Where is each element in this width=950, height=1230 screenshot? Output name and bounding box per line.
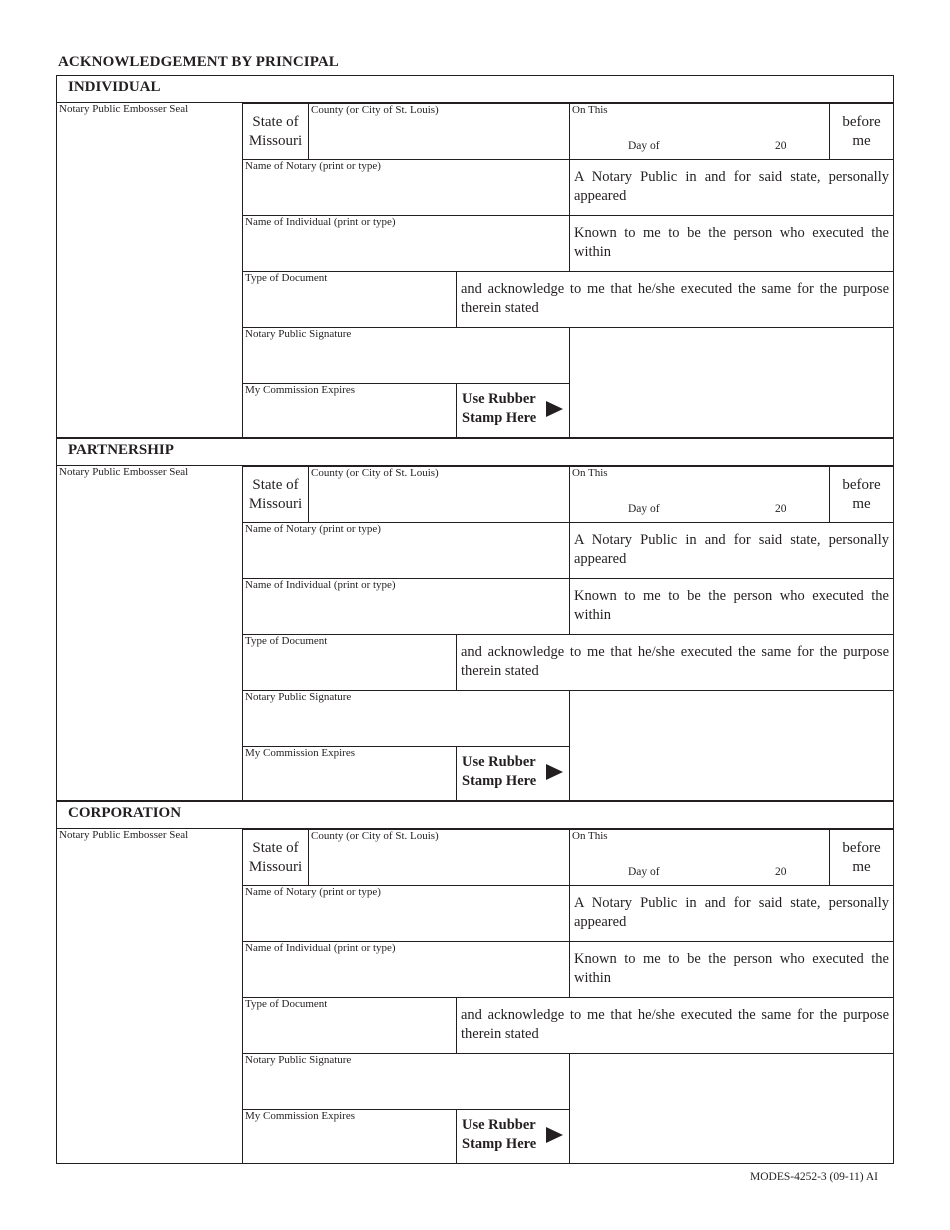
individual-name-field[interactable] — [242, 215, 569, 271]
on-this-label: On This — [572, 830, 608, 842]
before-me-text: before me — [842, 839, 881, 875]
signature-label: Notary Public Signature — [245, 1054, 352, 1066]
section-heading: CORPORATION — [68, 805, 182, 821]
section-header — [57, 439, 893, 466]
arrow-right-icon — [546, 401, 563, 417]
state-cell — [242, 466, 308, 522]
arrow-right-icon — [546, 1127, 563, 1143]
county-label: County (or City of St. Louis) — [311, 104, 439, 116]
county-field[interactable] — [308, 103, 569, 159]
section-header — [57, 76, 893, 103]
stamp-line-1: Use Rubber — [462, 754, 536, 770]
state-name: Missouri — [248, 858, 303, 875]
rubber-stamp-area[interactable] — [569, 690, 893, 801]
county-label: County (or City of St. Louis) — [311, 467, 439, 479]
known-statement: Known to me to be the person who executed the within — [574, 588, 889, 623]
commission-label: My Commission Expires — [245, 747, 356, 759]
rubber-stamp-area[interactable] — [569, 1053, 893, 1164]
notary-statement: A Notary Public in and for said state, personally appeared — [574, 169, 889, 204]
commission-expires-field[interactable] — [242, 746, 456, 801]
commission-expires-field[interactable] — [242, 383, 456, 438]
section-partnership — [56, 438, 894, 801]
individual-name-field[interactable] — [242, 578, 569, 634]
document-type-label: Type of Document — [245, 272, 328, 284]
acknowledge-statement: and acknowledge to me that he/she executed the same for the purpose therein stated — [461, 644, 889, 679]
signature-field[interactable] — [242, 1053, 569, 1109]
state-of-text: State of — [252, 113, 299, 130]
section-header — [57, 802, 893, 829]
rubber-stamp-instruction — [456, 1109, 569, 1164]
signature-label: Notary Public Signature — [245, 328, 352, 340]
county-field[interactable] — [308, 829, 569, 885]
date-field[interactable] — [569, 829, 829, 885]
individual-name-field[interactable] — [242, 941, 569, 997]
section-individual — [56, 75, 894, 438]
notary-name-label: Name of Notary (print or type) — [245, 523, 381, 535]
commission-label: My Commission Expires — [245, 384, 356, 396]
date-field[interactable] — [569, 466, 829, 522]
year-prefix: 20 — [775, 140, 787, 152]
before-me-text: before me — [842, 476, 881, 512]
document-type-field[interactable] — [242, 634, 456, 690]
acknowledge-statement: and acknowledge to me that he/she executed the same for the purpose therein stated — [461, 281, 889, 316]
day-of-label: Day of — [628, 140, 660, 152]
individual-name-label: Name of Individual (print or type) — [245, 216, 396, 228]
on-this-label: On This — [572, 104, 608, 116]
rubber-stamp-instruction — [456, 383, 569, 438]
arrow-right-icon — [546, 764, 563, 780]
form-title: ACKNOWLEDGEMENT BY PRINCIPAL — [58, 54, 339, 70]
notary-statement-cell — [569, 159, 893, 215]
acknowledge-statement: and acknowledge to me that he/she executed the same for the purpose therein stated — [461, 1007, 889, 1042]
signature-field[interactable] — [242, 690, 569, 746]
embosser-seal-area: Notary Public Embosser Seal — [59, 103, 189, 115]
state-name: Missouri — [248, 132, 303, 149]
year-prefix: 20 — [775, 503, 787, 515]
notary-name-field[interactable] — [242, 885, 569, 941]
section-heading: PARTNERSHIP — [68, 442, 174, 458]
embosser-seal-area: Notary Public Embosser Seal — [59, 466, 189, 478]
known-statement-cell — [569, 941, 893, 997]
document-type-field[interactable] — [242, 997, 456, 1053]
document-type-label: Type of Document — [245, 635, 328, 647]
rubber-stamp-area[interactable] — [569, 327, 893, 438]
section-heading: INDIVIDUAL — [68, 79, 161, 95]
county-label: County (or City of St. Louis) — [311, 830, 439, 842]
before-me-cell — [829, 103, 893, 159]
before-me-cell — [829, 829, 893, 885]
acknowledge-statement-cell — [456, 271, 893, 327]
signature-label: Notary Public Signature — [245, 691, 352, 703]
notary-statement-cell — [569, 522, 893, 578]
section-corporation — [56, 801, 894, 1164]
notary-name-field[interactable] — [242, 522, 569, 578]
known-statement: Known to me to be the person who executed the within — [574, 225, 889, 260]
notary-statement: A Notary Public in and for said state, personally appeared — [574, 532, 889, 567]
stamp-line-2: Stamp Here — [462, 773, 537, 789]
stamp-line-2: Stamp Here — [462, 1136, 537, 1152]
individual-name-label: Name of Individual (print or type) — [245, 942, 396, 954]
acknowledge-statement-cell — [456, 634, 893, 690]
notary-name-label: Name of Notary (print or type) — [245, 886, 381, 898]
on-this-label: On This — [572, 467, 608, 479]
notary-statement: A Notary Public in and for said state, personally appeared — [574, 895, 889, 930]
document-type-label: Type of Document — [245, 998, 328, 1010]
date-field[interactable] — [569, 103, 829, 159]
signature-field[interactable] — [242, 327, 569, 383]
embosser-seal-area: Notary Public Embosser Seal — [59, 829, 189, 841]
individual-name-label: Name of Individual (print or type) — [245, 579, 396, 591]
form-number: MODES-4252-3 (09-11) AI — [750, 1171, 878, 1183]
state-cell — [242, 829, 308, 885]
year-prefix: 20 — [775, 866, 787, 878]
before-me-text: before me — [842, 113, 881, 149]
stamp-line-1: Use Rubber — [462, 391, 536, 407]
rubber-stamp-instruction — [456, 746, 569, 801]
state-of-text: State of — [252, 839, 299, 856]
state-name: Missouri — [248, 495, 303, 512]
state-of-text: State of — [252, 476, 299, 493]
acknowledge-statement-cell — [456, 997, 893, 1053]
stamp-line-1: Use Rubber — [462, 1117, 536, 1133]
notary-name-label: Name of Notary (print or type) — [245, 160, 381, 172]
document-type-field[interactable] — [242, 271, 456, 327]
day-of-label: Day of — [628, 503, 660, 515]
stamp-line-2: Stamp Here — [462, 410, 537, 426]
notary-name-field[interactable] — [242, 159, 569, 215]
known-statement-cell — [569, 215, 893, 271]
before-me-cell — [829, 466, 893, 522]
commission-expires-field[interactable] — [242, 1109, 456, 1164]
known-statement-cell — [569, 578, 893, 634]
commission-label: My Commission Expires — [245, 1110, 356, 1122]
notary-statement-cell — [569, 885, 893, 941]
known-statement: Known to me to be the person who executed the within — [574, 951, 889, 986]
state-cell — [242, 103, 308, 159]
day-of-label: Day of — [628, 866, 660, 878]
county-field[interactable] — [308, 466, 569, 522]
